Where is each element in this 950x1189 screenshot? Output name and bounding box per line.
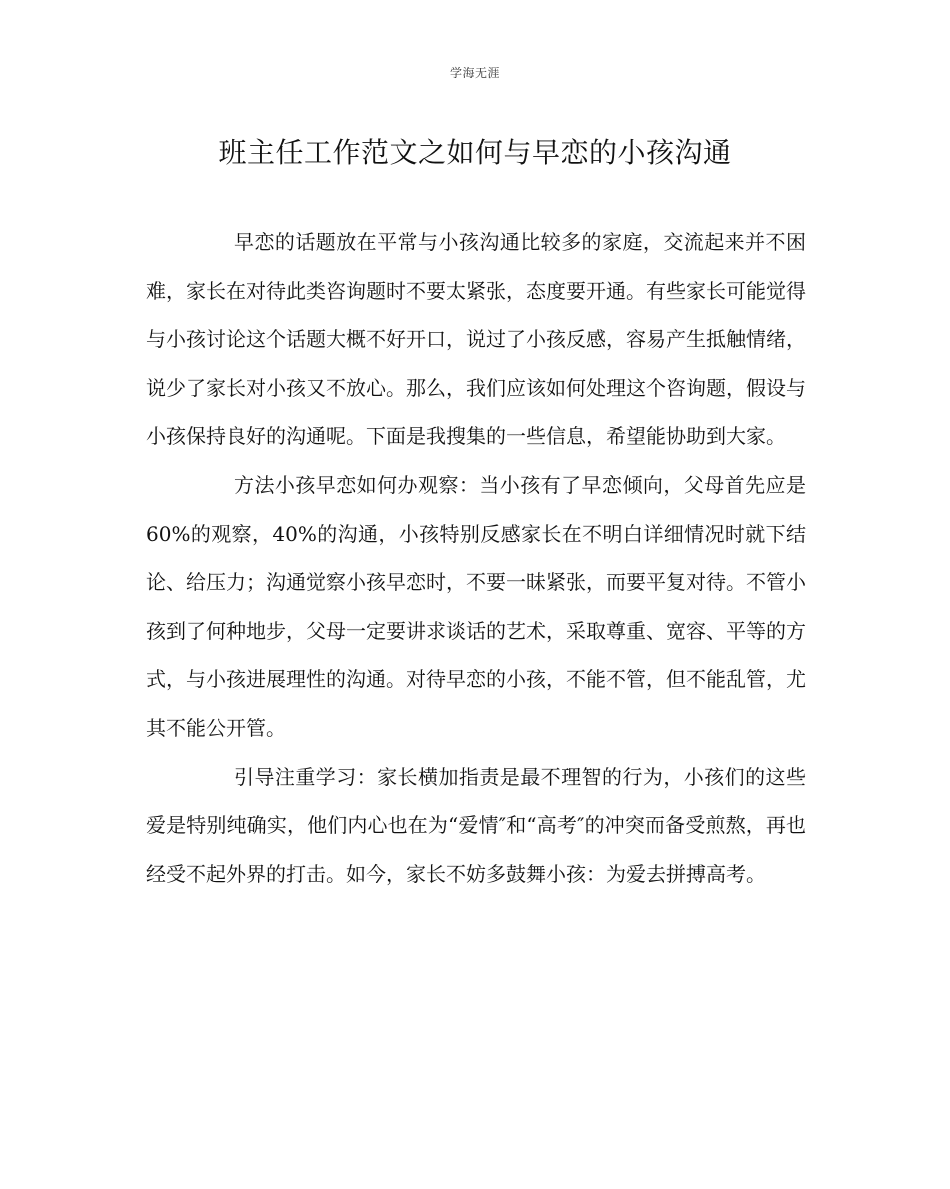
document-body xyxy=(146,218,806,898)
paragraph-intro: 早恋的话题放在平常与小孩沟通比较多的家庭，交流起来并不困难，家长在对待此类咨询题时不要太紧张，态度要开通。有些家长可能觉得与小孩讨论这个话题大概不好开口，说过了小孩反感，容易产生抵触情绪，说少了家长对小孩又不放心。那么，我们应该如何处理这个咨询题，假设与小孩保持良好的沟通呢。下面是我搜集的一些信息，希望能协助到大家。 xyxy=(146,230,806,449)
document-title: 班主任工作范文之如何与早恋的小孩沟通 xyxy=(218,136,732,169)
page-header: 学海无涯 xyxy=(449,66,500,80)
paragraph-observation: 方法小孩早恋如何办观察：当小孩有了早恋倾向，父母首先应是60%的观察，40%的沟通，小孩特别反感家长在不明白详细情况时就下结论、给压力；沟通觉察小孩早恋时，不要一昧紧张，而要平复对待。不管小孩到了何种地步，父母一定要讲求谈话的艺术，采取尊重、宽容、平等的方式，与小孩进展理性的沟通。对待早恋的小孩，不能不管，但不能乱管，尤其不能公开管。 xyxy=(146,472,806,740)
paragraph-guidance: 引导注重学习：家长横加指责是最不理智的行为，小孩们的这些爱是特别纯确实，他们内心也在为“爱情″和“高考″的冲突而备受煎熬，再也经受不起外界的打击。如今，家长不妨多鼓舞小孩：为爱去拼搏高考。 xyxy=(146,764,806,886)
